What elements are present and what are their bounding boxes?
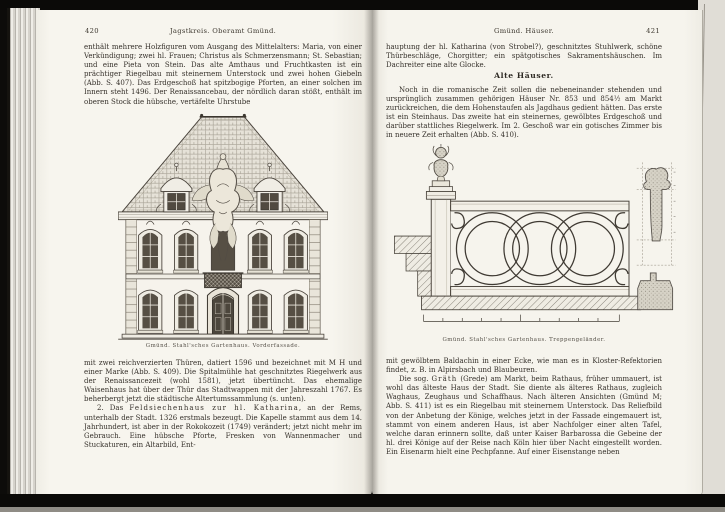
- page-number-left: 420: [85, 27, 99, 35]
- paragraph-text: enthält mehrere Holzfiguren vom Ausgang des Mittelalters: Maria, von einer Verkündigung; zwei hl. Frauen; Christus als Schmerzensmann; St. Sebastian; und eine Pieta von Stein. Das alte Amthaus und Fruchtkasten ist ein prächtiger Riegelbau mit steinernem Unterstock und zwei hohen Giebeln (Abb. S. 407). Das Erdgeschoß hat spitzbogige Pforten, an einer solchen im Innern steht 1496. Der Renaissancebau, der nördlich daran stößt, enthält im oberen Stock die hübsche, vertäfelte Uhrstube: [84, 43, 362, 106]
- right-paragraph-1: [386, 43, 662, 70]
- paragraph-text: mit gewölbtem Baldachin in einer Ecke, wie man es in Kloster-Refektorien findet, z. B. in Alpirsbach und Blaubeuren.: [386, 357, 662, 375]
- paragraph-segment: 2. Das: [97, 404, 130, 413]
- paragraph-text: Noch in die romanische Zeit sollen die nebeneinander stehenden und ursprünglich zusammen gehörigen Häuser Nr. 853 und 854½ am Markt zurückreichen, die dem Hohenstaufen als Jagdhaus gedient hätten. Das erste ist ein Steinhaus. Das zweite hat ein steinernes, gewölbtes Erdgeschoß und darüber stattliches Riegelwerk. Im 2. Geschoß war ein gotisches Zimmer bis in neuere Zeit erhalten (Abb. S. 410).: [386, 86, 662, 140]
- paragraph-text: [386, 375, 662, 457]
- scan-border-bottom: [0, 494, 725, 507]
- right-page: [372, 10, 702, 496]
- paragraph-text: mit zwei reichverzierten Thüren, datiert 1596 und bezeichnet mit M H und einer Marke (Abb. S. 409). Die Spitalmühle hat geschnitztes Riegelwerk aus der Renaissancezeit (wohl 1581), jetzt übertüncht. Das ehemalige Waisenhaus hat über der Thür das Stadtwappen mit der Jahreszahl 1767. Es beherbergt jetzt die städtische Altertumssammlung (s. unten).: [84, 359, 362, 404]
- balustrade-figure-caption: Gmünd. Stahl'sches Gartenhaus. Treppengeländer.: [442, 337, 606, 343]
- house-facade-illustration: [118, 111, 328, 340]
- left-page: [36, 10, 372, 496]
- scan-border-bottom-edge: [0, 507, 725, 512]
- page-number-right: 421: [646, 27, 660, 35]
- section-heading: Alte Häuser.: [494, 71, 554, 80]
- right-paragraph-block-3: [386, 357, 662, 457]
- running-header-left: Jagstkreis. Oberamt Gmünd.: [169, 27, 277, 35]
- book-gutter-shadow: [364, 10, 379, 496]
- running-header-right: Gmünd. Häuser.: [493, 27, 555, 35]
- house-figure: [80, 111, 366, 340]
- house-figure-caption: Gmünd. Stahl'sches Gartenhaus. Vorderfassade.: [145, 343, 301, 349]
- paragraph-text: [84, 404, 362, 449]
- left-paragraph-block-2: [84, 359, 362, 450]
- paragraph-segment: (Grede) am Markt, beim Rathaus, früher ummauert, ist wohl das älteste Haus der Stadt. Sie diente als älteres Rathaus, zugleich Waghaus, Zeughaus und Schaffhaus. Nach älteren Ansichten (Gmünd M; Abb. S. 411) ist es ein Riegelbau mit steinernem Unterstock. Das Reliefbild von der Anbetung der Könige, welches jetzt in der Fassade eingemauert ist, stammt von einem anderen Haus, ist aber Nachfolger einer alten Tafel, welche daran erinnern sollte, daß unter Kaiser Barbarossa die Gebeine der hl. drei Könige auf der Reise nach Köln hier über Nacht eingestellt worden. Ein Eisenarm hielt eine Pechpfanne. Auf einer Eisenstange neben: [386, 375, 662, 456]
- right-paragraph-2: [386, 86, 662, 141]
- paragraph-segment: Die sog.: [399, 375, 432, 384]
- paragraph-segment: , an der Rems, unterhalb der Stadt. 1326 erstmals bezeugt. Die Kapelle stammt aus dem 14. Jahrhundert, ist aber in der Rokokozeit (1749) verändert; jetzt nicht mehr im Gebrauch. Eine hübsche Pforte, Fresken von Wannenmacher und Stuckaturen, ein Altarbild, Ent-: [84, 404, 363, 449]
- paragraph-segment-spaced: Gräth: [431, 375, 458, 384]
- paragraph-segment-spaced: Feldsiechenhaus zur hl. Katharina: [129, 404, 299, 413]
- scan-border-top: [0, 0, 698, 10]
- balustrade-illustration: [392, 143, 676, 333]
- paragraph-text: hauptung der hl. Katharina (von Strobel?), geschnitztes Stuhlwerk, schöne Thürbeschläge, Chorgitter; ein spätgotisches Sakramentshäuschen. Im Dachreiter eine alte Glocke.: [386, 43, 662, 70]
- left-paragraph-1: [84, 43, 362, 107]
- balustrade-figure: [378, 143, 690, 333]
